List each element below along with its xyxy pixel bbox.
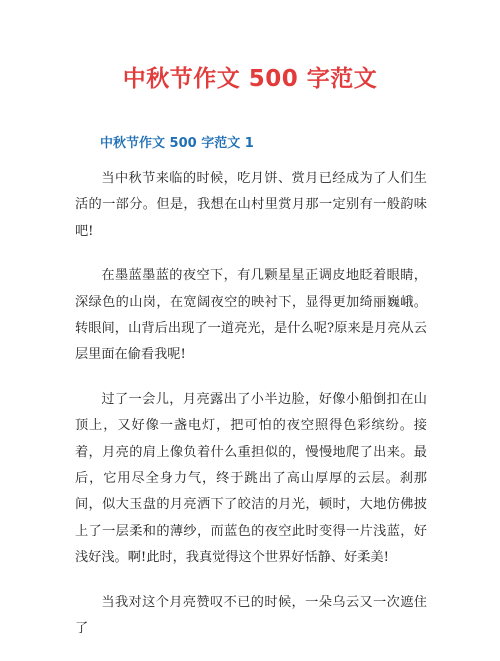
paragraph-3: 过了一会儿，月亮露出了小半边脸，好像小船倒扣在山顶上，又好像一盏电灯，把可怕的夜空照得色彩缤纷。接着，月亮的肩上像负着什么重担似的，慢慢地爬了出来。最后，它用尽全身力气，终于跳出了高山厚厚的云层。刹那间，似大玉盘的月亮洒下了皎洁的月光，顿时，大地仿佛披上了一层柔和的薄纱，而蓝色的夜空此时变得一片浅蓝，好浅好浅。啊!此时，我真觉得这个世界好恬静、好柔美! xyxy=(75,391,427,566)
document-title: 中秋节作文 500 字范文 xyxy=(122,66,378,92)
section-heading: 中秋节作文 500 字范文 1 xyxy=(100,136,254,151)
document-body xyxy=(75,166,427,661)
paragraph-2: 在墨蓝墨蓝的夜空下，有几颗星星正调皮地眨着眼睛，深绿色的山岗，在宽阔夜空的映衬下，显得更加绮丽巍峨。转眼间，山背后出现了一道亮光，是什么呢?原来是月亮从云层里面在偷看我呢! xyxy=(75,268,427,363)
paragraph-4: 当我对这个月亮赞叹不已的时候，一朵乌云又一次遮住了 xyxy=(75,594,427,637)
paragraph-1: 当中秋节来临的时候，吃月饼、赏月已经成为了人们生活的一部分。但是，我想在山村里赏月那一定别有一般韵味吧! xyxy=(75,171,427,239)
